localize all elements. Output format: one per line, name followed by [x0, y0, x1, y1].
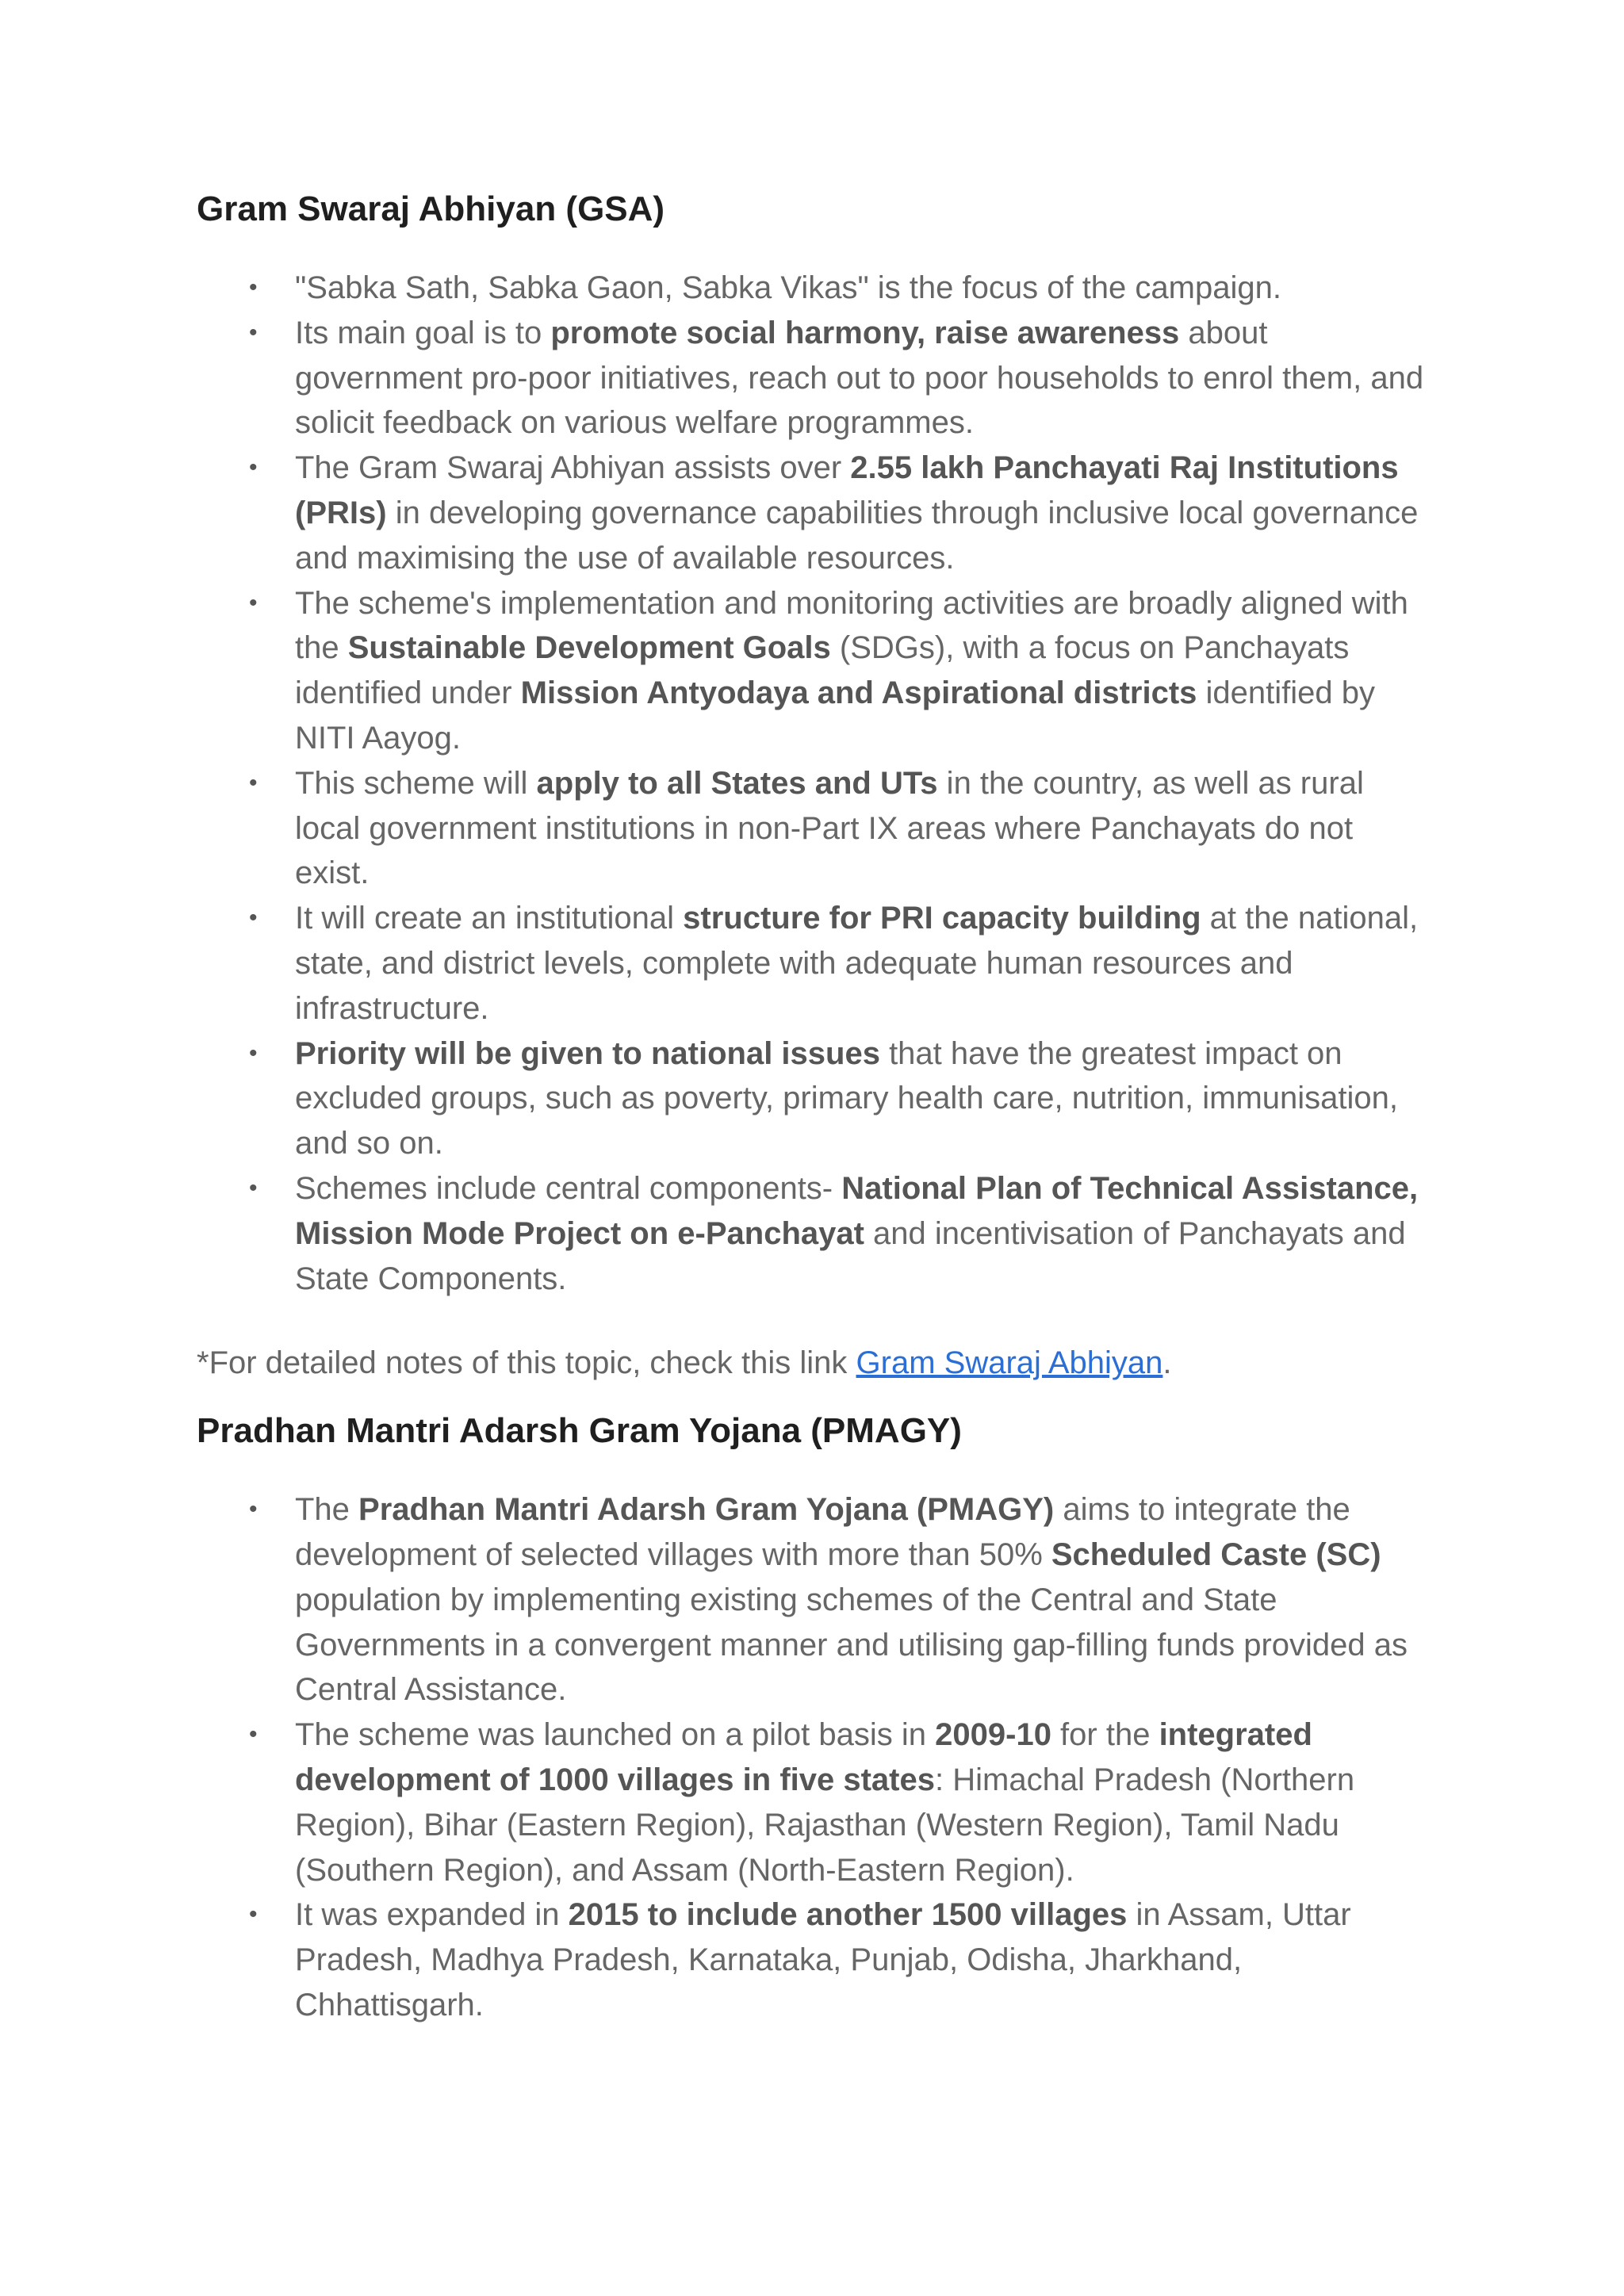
text-run: Its main goal is to	[295, 315, 551, 350]
bold-text: integrated development of 1000 villages in five states	[295, 1717, 1312, 1797]
text-run: The	[295, 1492, 359, 1528]
text-run: about government pro-poor initiatives, reach out to poor households to enrol them, and solicit feedback on various welfare programmes.	[295, 315, 1424, 441]
note-prefix: *For detailed notes of this topic, check this link	[197, 1345, 856, 1381]
list-item	[197, 446, 1434, 580]
section-heading: Pradhan Mantri Adarsh Gram Yojana (PMAGY)	[197, 1411, 962, 1451]
text-run: that have the greatest impact on excluded groups, such as poverty, primary health care, nutrition, immunisation, and so on.	[295, 1035, 1399, 1161]
bullet-icon: •	[249, 589, 258, 616]
bullet-icon: •	[249, 769, 258, 796]
bold-text: apply to all States and UTs	[536, 765, 938, 801]
text-run: at the national, state, and district levels, complete with adequate human resources and infrastructure.	[295, 901, 1419, 1026]
bullet-icon: •	[249, 319, 258, 346]
bold-text: 2.55 lakh Panchayati Raj Institutions (PRIs)	[295, 450, 1399, 530]
bullet-icon: •	[249, 1039, 258, 1066]
text-run: "Sabka Sath, Sabka Gaon, Sabka Vikas" is the focus of the campaign.	[295, 270, 1281, 305]
list-item	[197, 1166, 1434, 1301]
bold-text: Pradhan Mantri Adarsh Gram Yojana (PMAGY)	[358, 1492, 1055, 1528]
text-run: The Gram Swaraj Abhiyan assists over	[295, 450, 851, 486]
text-run: This scheme will	[295, 765, 537, 801]
section-pmagy	[197, 1407, 1434, 2028]
bullet-icon: •	[249, 1721, 258, 1748]
bullet-list	[197, 266, 1434, 1301]
bullet-icon: •	[249, 1901, 258, 1928]
text-run: The scheme was launched on a pilot basis in	[295, 1717, 936, 1753]
bold-text: National Plan of Technical Assistance, Mission Mode Project on e-Panchayat	[295, 1170, 1419, 1251]
bullet-icon: •	[249, 905, 258, 932]
text-run: population by implementing existing schemes of the Central and State Governments in a convergent manner and utilising gap-filling funds provided as Central Assistance.	[295, 1582, 1408, 1708]
text-run: (SDGs), with a focus on Panchayats identified under	[295, 630, 1350, 711]
text-run: in Assam, Uttar Pradesh, Madhya Pradesh, Karnataka, Punjab, Odisha, Jharkhand, Chhattisgarh.	[295, 1897, 1351, 2022]
bullet-icon: •	[249, 1174, 258, 1201]
text-run: The scheme's implementation and monitoring activities are broadly aligned with the	[295, 585, 1408, 666]
list-item	[197, 896, 1434, 1031]
list-item	[197, 1712, 1434, 1892]
bold-text: Scheduled Caste (SC)	[1051, 1536, 1381, 1572]
section-heading: Gram Swaraj Abhiyan (GSA)	[197, 189, 665, 228]
detailed-notes-line	[197, 1341, 1434, 1386]
list-item	[197, 581, 1434, 761]
note-suffix: .	[1162, 1345, 1172, 1381]
text-run: aims to integrate the development of selected villages with more than 50%	[295, 1492, 1350, 1572]
bullet-icon: •	[249, 274, 258, 300]
text-run: : Himachal Pradesh (Northern Region), Bihar (Eastern Region), Rajasthan (Western Region), Tamil Nadu (Southern Region), and Assam (North-Eastern Region).	[295, 1762, 1355, 1888]
text-run: in the country, as well as rural local government institutions in non-Part IX areas where Panchayats do not exist.	[295, 765, 1364, 891]
list-item	[197, 761, 1434, 896]
bullet-list	[197, 1487, 1434, 2028]
bullet-icon: •	[249, 454, 258, 481]
section-gram-swaraj-abhiyan	[197, 186, 1434, 1301]
list-item	[197, 266, 1434, 311]
document-content	[197, 186, 1434, 2028]
bold-text: Priority will be given to national issues	[295, 1035, 880, 1071]
text-run: for the	[1051, 1717, 1159, 1753]
bold-text: Mission Antyodaya and Aspirational districts	[520, 675, 1197, 711]
list-item	[197, 311, 1434, 446]
bold-text: structure for PRI capacity building	[683, 901, 1201, 936]
text-run: in developing governance capabilities through inclusive local governance and maximising the use of available resources.	[295, 495, 1419, 576]
text-run: It will create an institutional	[295, 901, 684, 936]
gram-swaraj-abhiyan-link[interactable]: Gram Swaraj Abhiyan	[856, 1345, 1163, 1381]
list-item	[197, 1892, 1434, 2027]
bold-text: 2009-10	[935, 1717, 1051, 1753]
bullet-icon: •	[249, 1496, 258, 1523]
text-run: identified by NITI Aayog.	[295, 675, 1376, 756]
list-item	[197, 1487, 1434, 1712]
text-run: It was expanded in	[295, 1897, 569, 1933]
bold-text: promote social harmony, raise awareness	[550, 315, 1180, 350]
bold-text: Sustainable Development Goals	[347, 630, 831, 666]
list-item	[197, 1031, 1434, 1166]
bold-text: 2015 to include another 1500 villages	[568, 1897, 1128, 1933]
text-run: and incentivisation of Panchayats and State Components.	[295, 1215, 1406, 1296]
text-run: Schemes include central components-	[295, 1170, 842, 1206]
